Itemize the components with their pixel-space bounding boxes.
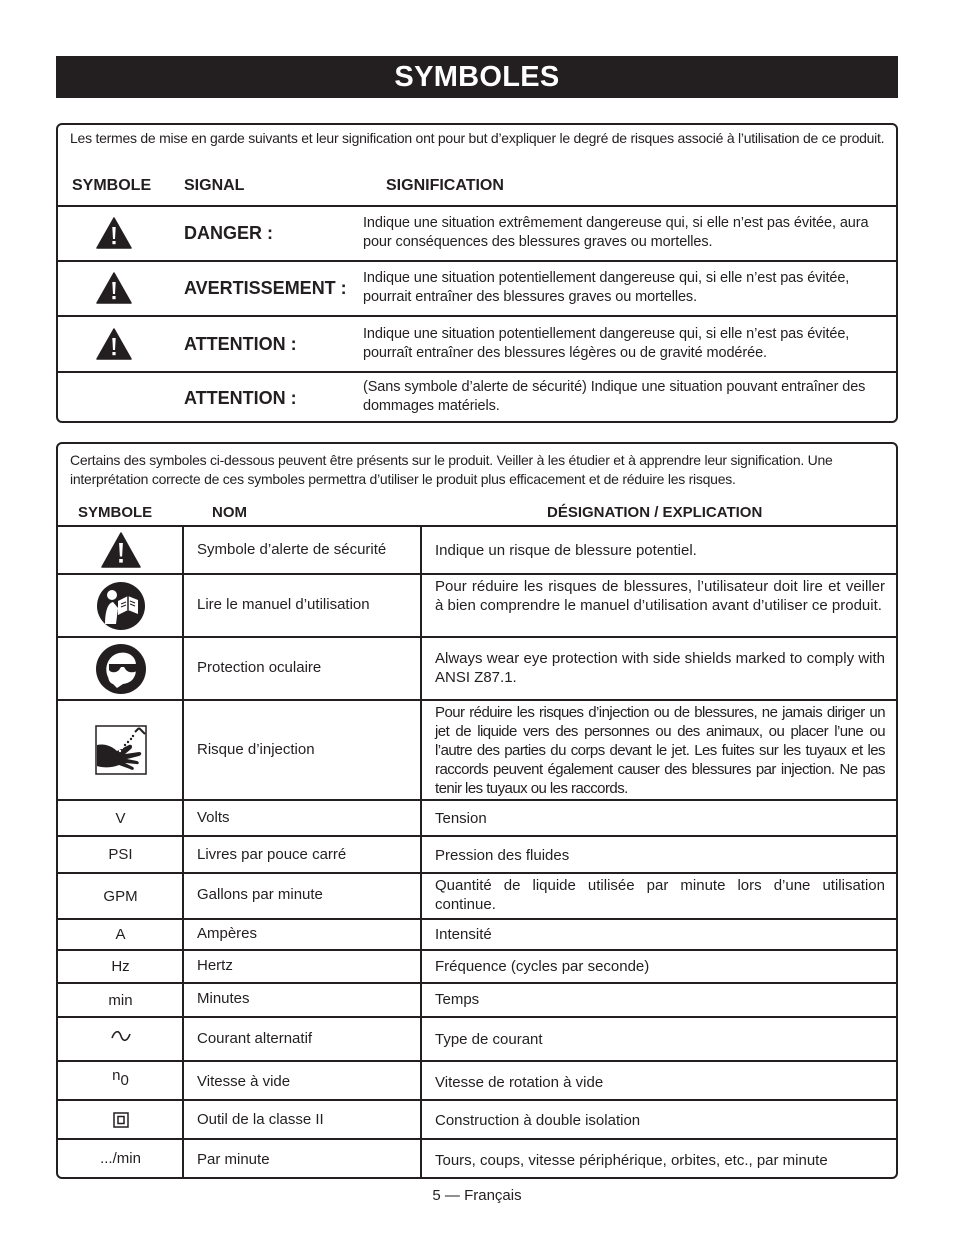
symbol-name: Volts (197, 809, 230, 826)
meaning-attention-no-symbol: (Sans symbole d’alerte de sécurité) Indique une situation pouvant entraîner des dommages matériels. (363, 379, 866, 414)
symbol-name: Symbole d’alerte de sécurité (197, 541, 387, 558)
symbol-subscript: 0 (120, 1072, 129, 1089)
symbol-text: GPM (103, 887, 138, 905)
read-manual-icon (96, 581, 146, 631)
divider (58, 371, 896, 373)
table-row (58, 874, 896, 918)
table-row (58, 527, 896, 573)
symbol-explanation: Pour réduire les risques de blessures, l’utilisateur doit lire et veiller à bien comprendre le manuel d’utilisation avant d’utiliser ce produit. (435, 578, 885, 614)
page-title: SYMBOLES (56, 56, 898, 98)
symbol-name: Protection oculaire (197, 659, 322, 676)
symbol-name: Livres par pouce carré (197, 846, 347, 863)
symbol-explanation: Indique un risque de blessure potentiel. (435, 542, 697, 559)
eye-protection-icon (95, 643, 147, 695)
table-row (58, 575, 896, 636)
meaning-danger: Indique une situation extrêmement dangereuse qui, si elle n’est pas évitée, aura pour conséquences des blessures graves ou mortelles. (363, 215, 869, 250)
symbol-explanation: Fréquence (cycles par seconde) (435, 958, 650, 975)
table-row (58, 1062, 896, 1099)
signal-danger: DANGER : (184, 223, 273, 243)
symbol-text: PSI (108, 846, 133, 863)
symbol-text: .../min (100, 1150, 141, 1167)
symbol-name: Vitesse à vide (197, 1073, 291, 1090)
divider (58, 205, 896, 207)
header-symbol: SYMBOLE (72, 177, 152, 194)
page-footer: 5 — Français (432, 1187, 522, 1204)
warning-triangle-icon (96, 328, 132, 360)
divider (58, 260, 896, 262)
symbol-explanation: Vitesse de rotation à vide (435, 1074, 604, 1091)
symbol-name: Minutes (197, 990, 250, 1007)
symbol-explanation: Intensité (435, 926, 492, 943)
symbol-explanation: Construction à double isolation (435, 1112, 641, 1129)
symbol-text: min (108, 991, 133, 1009)
symbol-name: Gallons par minute (197, 886, 323, 903)
safety-alert-icon (101, 532, 141, 568)
table-row (58, 920, 896, 949)
signal-words-panel (56, 123, 898, 423)
class-ii-tool-icon (113, 1112, 129, 1128)
symbol-name: Par minute (197, 1151, 270, 1168)
signal-attention-no-symbol: ATTENTION : (184, 388, 297, 408)
symbol-text: Hz (111, 958, 130, 975)
header-symbol: SYMBOLE (78, 504, 153, 521)
table-row (58, 837, 896, 872)
meaning-avertissement: Indique une situation potentiellement dangereuse qui, si elle n’est pas évitée, pourrait entraîner des blessures graves ou mortelles. (363, 270, 850, 305)
table-row (58, 951, 896, 982)
product-symbols-intro: Certains des symboles ci-dessous peuvent être présents sur le produit. Veiller à les étudier et à apprendre leur signification. Une interprétation correcte de ces symboles permettra d’utiliser le produit plus efficacement et de réduire les risques. (70, 452, 833, 487)
signal-words-intro: Les termes de mise en garde suivants et leur signification ont pour but d’expliquer le degré de risques associé à l’utilisation de ce produit. (70, 130, 885, 146)
header-signal: SIGNAL (184, 177, 245, 194)
symbol-explanation: Temps (435, 991, 480, 1008)
symbol-explanation: Tension (435, 810, 487, 827)
symbol-name: Courant alternatif (197, 1030, 313, 1047)
product-symbols-panel (56, 442, 898, 1179)
symbol-text: A (115, 926, 126, 943)
alternating-current-icon (111, 1030, 131, 1042)
symbol-name: Risque d’injection (197, 741, 315, 758)
table-row (58, 1101, 896, 1138)
header-name: NOM (212, 504, 247, 521)
signal-avertissement: AVERTISSEMENT : (184, 278, 347, 298)
symbol-text: n (112, 1067, 121, 1084)
table-row (58, 701, 896, 799)
injection-hazard-icon (95, 725, 147, 775)
symbol-explanation: Type de courant (435, 1031, 543, 1048)
symbol-explanation: Tours, coups, vitesse périphérique, orbites, etc., par minute (435, 1152, 828, 1169)
table-row (58, 638, 896, 699)
meaning-attention: Indique une situation potentiellement dangereuse qui, si elle n’est pas évitée, pourraît entraîner des blessures légères ou de gravité modérée. (363, 326, 850, 361)
table-row (58, 1140, 896, 1177)
warning-triangle-icon (96, 217, 132, 249)
signal-attention: ATTENTION : (184, 334, 297, 354)
header-meaning: SIGNIFICATION (386, 177, 504, 194)
no-load-speed-symbol (58, 1062, 183, 1095)
table-row (58, 984, 896, 1016)
symbol-name: Lire le manuel d’utilisation (197, 596, 370, 613)
symbol-explanation: Always wear eye protection with side shields marked to comply with ANSI Z87.1. (435, 650, 885, 686)
symbol-name: Outil de la classe II (197, 1111, 324, 1128)
table-row (58, 801, 896, 835)
warning-triangle-icon (96, 272, 132, 304)
header-explanation: DÉSIGNATION / EXPLICATION (547, 504, 763, 521)
symbol-explanation: Pression des fluides (435, 847, 570, 864)
symbol-explanation: Quantité de liquide utilisée par minute lors d’une utilisation continue. (435, 877, 885, 913)
symbol-name: Ampères (197, 925, 258, 942)
symbol-name: Hertz (197, 957, 233, 974)
symbol-text: V (115, 809, 126, 827)
table-row (58, 1018, 896, 1060)
symbol-explanation: Pour réduire les risques d’injection ou de blessures, ne jamais diriger un jet de liquide vers des personnes ou des animaux, ou placer l’une ou l’autre des parties du corps devant le jet. Les fuites sur les tuyaux et les raccords peuvent également causer des blessures par injection. Ne pas tenir les tuyaux ou les raccords. (435, 704, 885, 797)
divider (58, 315, 896, 317)
